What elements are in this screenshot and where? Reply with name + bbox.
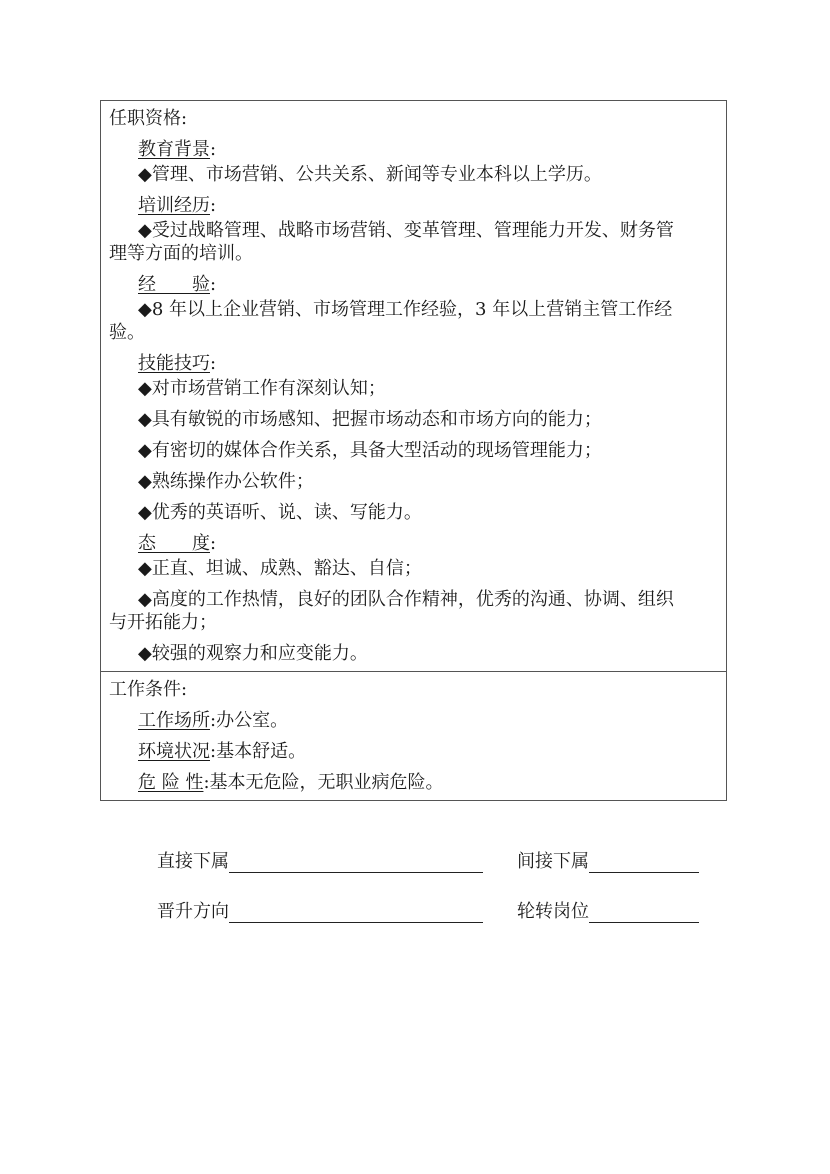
condition-value: :基本无危险，无职业病危险。: [203, 772, 444, 793]
qualifications-section: 任职资格: 教育背景: ◆管理、市场营销、公共关系、新闻等专业本科以上学历。 培训经历: ◆受过战略管理、战略市场营销、变革管理、管理能力开发、财务管 理等方面的培训。 经 验: ◆8 年以上企业营销、市场管理工作经验，3 年以上营销主管工作经 验。 技能技巧: ◆对市场营销工作有深刻认知； ◆具有敏锐的市场感知、把握市场动态和市场方向的能力； ◆有密切的媒体合作关系，具备大型活动的现场管理能力； ◆熟练操作办公软件； ◆优秀的英语听、说、读、写能力。 态 度: ◆正直、坦诚、成熟、豁达、自信； ◆高度的工作热情，良好的团队合作精神，优秀的沟通、协调、组织 与开拓能力； ◆较强的观察力和应变能力。: [101, 101, 726, 671]
rotation-field: [517, 900, 699, 923]
list-item-line: ◆管理、市场营销、公共关系、新闻等专业本科以上学历。: [138, 164, 602, 185]
list-item-line: ◆正直、坦诚、成熟、豁达、自信；: [138, 558, 422, 579]
list-item-line: ◆8 年以上企业营销、市场管理工作经验，3 年以上营销主管工作经: [138, 299, 673, 320]
condition-row: [109, 709, 718, 732]
education-list: [109, 163, 718, 186]
indirect-reports-blank[interactable]: [589, 854, 699, 873]
list-item-line: ◆熟练操作办公软件；: [138, 471, 314, 492]
promotion-label: 晋升方向: [157, 901, 229, 922]
direct-reports-blank[interactable]: [229, 854, 483, 873]
condition-row: [109, 740, 718, 763]
condition-label: 环境状况: [138, 741, 210, 762]
list-item-line: ◆有密切的媒体合作关系，具备大型活动的现场管理能力；: [138, 440, 602, 461]
condition-value: :办公室。: [210, 710, 289, 731]
list-item-line: ◆优秀的英语听、说、读、写能力。: [138, 502, 422, 523]
condition-label: 危 险 性: [138, 772, 204, 793]
attitude-heading: 态 度: [138, 533, 210, 554]
experience-list: [109, 298, 718, 344]
list-item-line: 理等方面的培训。: [109, 243, 253, 264]
promotion-field: [157, 900, 483, 923]
list-item-line: 与开拓能力；: [109, 612, 217, 633]
list-item-line: ◆较强的观察力和应变能力。: [138, 643, 368, 664]
indirect-reports-field: [517, 850, 699, 873]
attitude-list: [109, 557, 718, 665]
job-spec-table: [100, 100, 727, 801]
indirect-reports-label: 间接下属: [517, 851, 589, 872]
direct-reports-label: 直接下属: [157, 851, 229, 872]
list-item-line: ◆受过战略管理、战略市场营销、变革管理、管理能力开发、财务管: [138, 220, 674, 241]
education-heading: 教育背景: [138, 139, 210, 160]
promotion-blank[interactable]: [229, 904, 483, 923]
condition-label: 工作场所: [138, 710, 210, 731]
list-item-line: 验。: [109, 322, 145, 343]
skills-heading: 技能技巧: [138, 353, 210, 374]
list-item-line: ◆高度的工作热情，良好的团队合作精神，优秀的沟通、协调、组织: [138, 589, 674, 610]
direct-reports-field: [157, 850, 483, 873]
training-heading: 培训经历: [138, 195, 210, 216]
skills-list: [109, 377, 718, 524]
list-item-line: ◆对市场营销工作有深刻认知；: [138, 378, 386, 399]
qualifications-title: 任职资格:: [109, 108, 188, 129]
rotation-label: 轮转岗位: [517, 901, 589, 922]
conditions-section: [101, 671, 726, 800]
conditions-title: 工作条件:: [109, 679, 188, 700]
experience-heading: 经 验: [138, 274, 210, 295]
training-list: [109, 219, 718, 265]
rotation-blank[interactable]: [589, 904, 699, 923]
condition-value: :基本舒适。: [210, 741, 307, 762]
condition-row: [109, 771, 718, 794]
list-item-line: ◆具有敏锐的市场感知、把握市场动态和市场方向的能力；: [138, 409, 602, 430]
